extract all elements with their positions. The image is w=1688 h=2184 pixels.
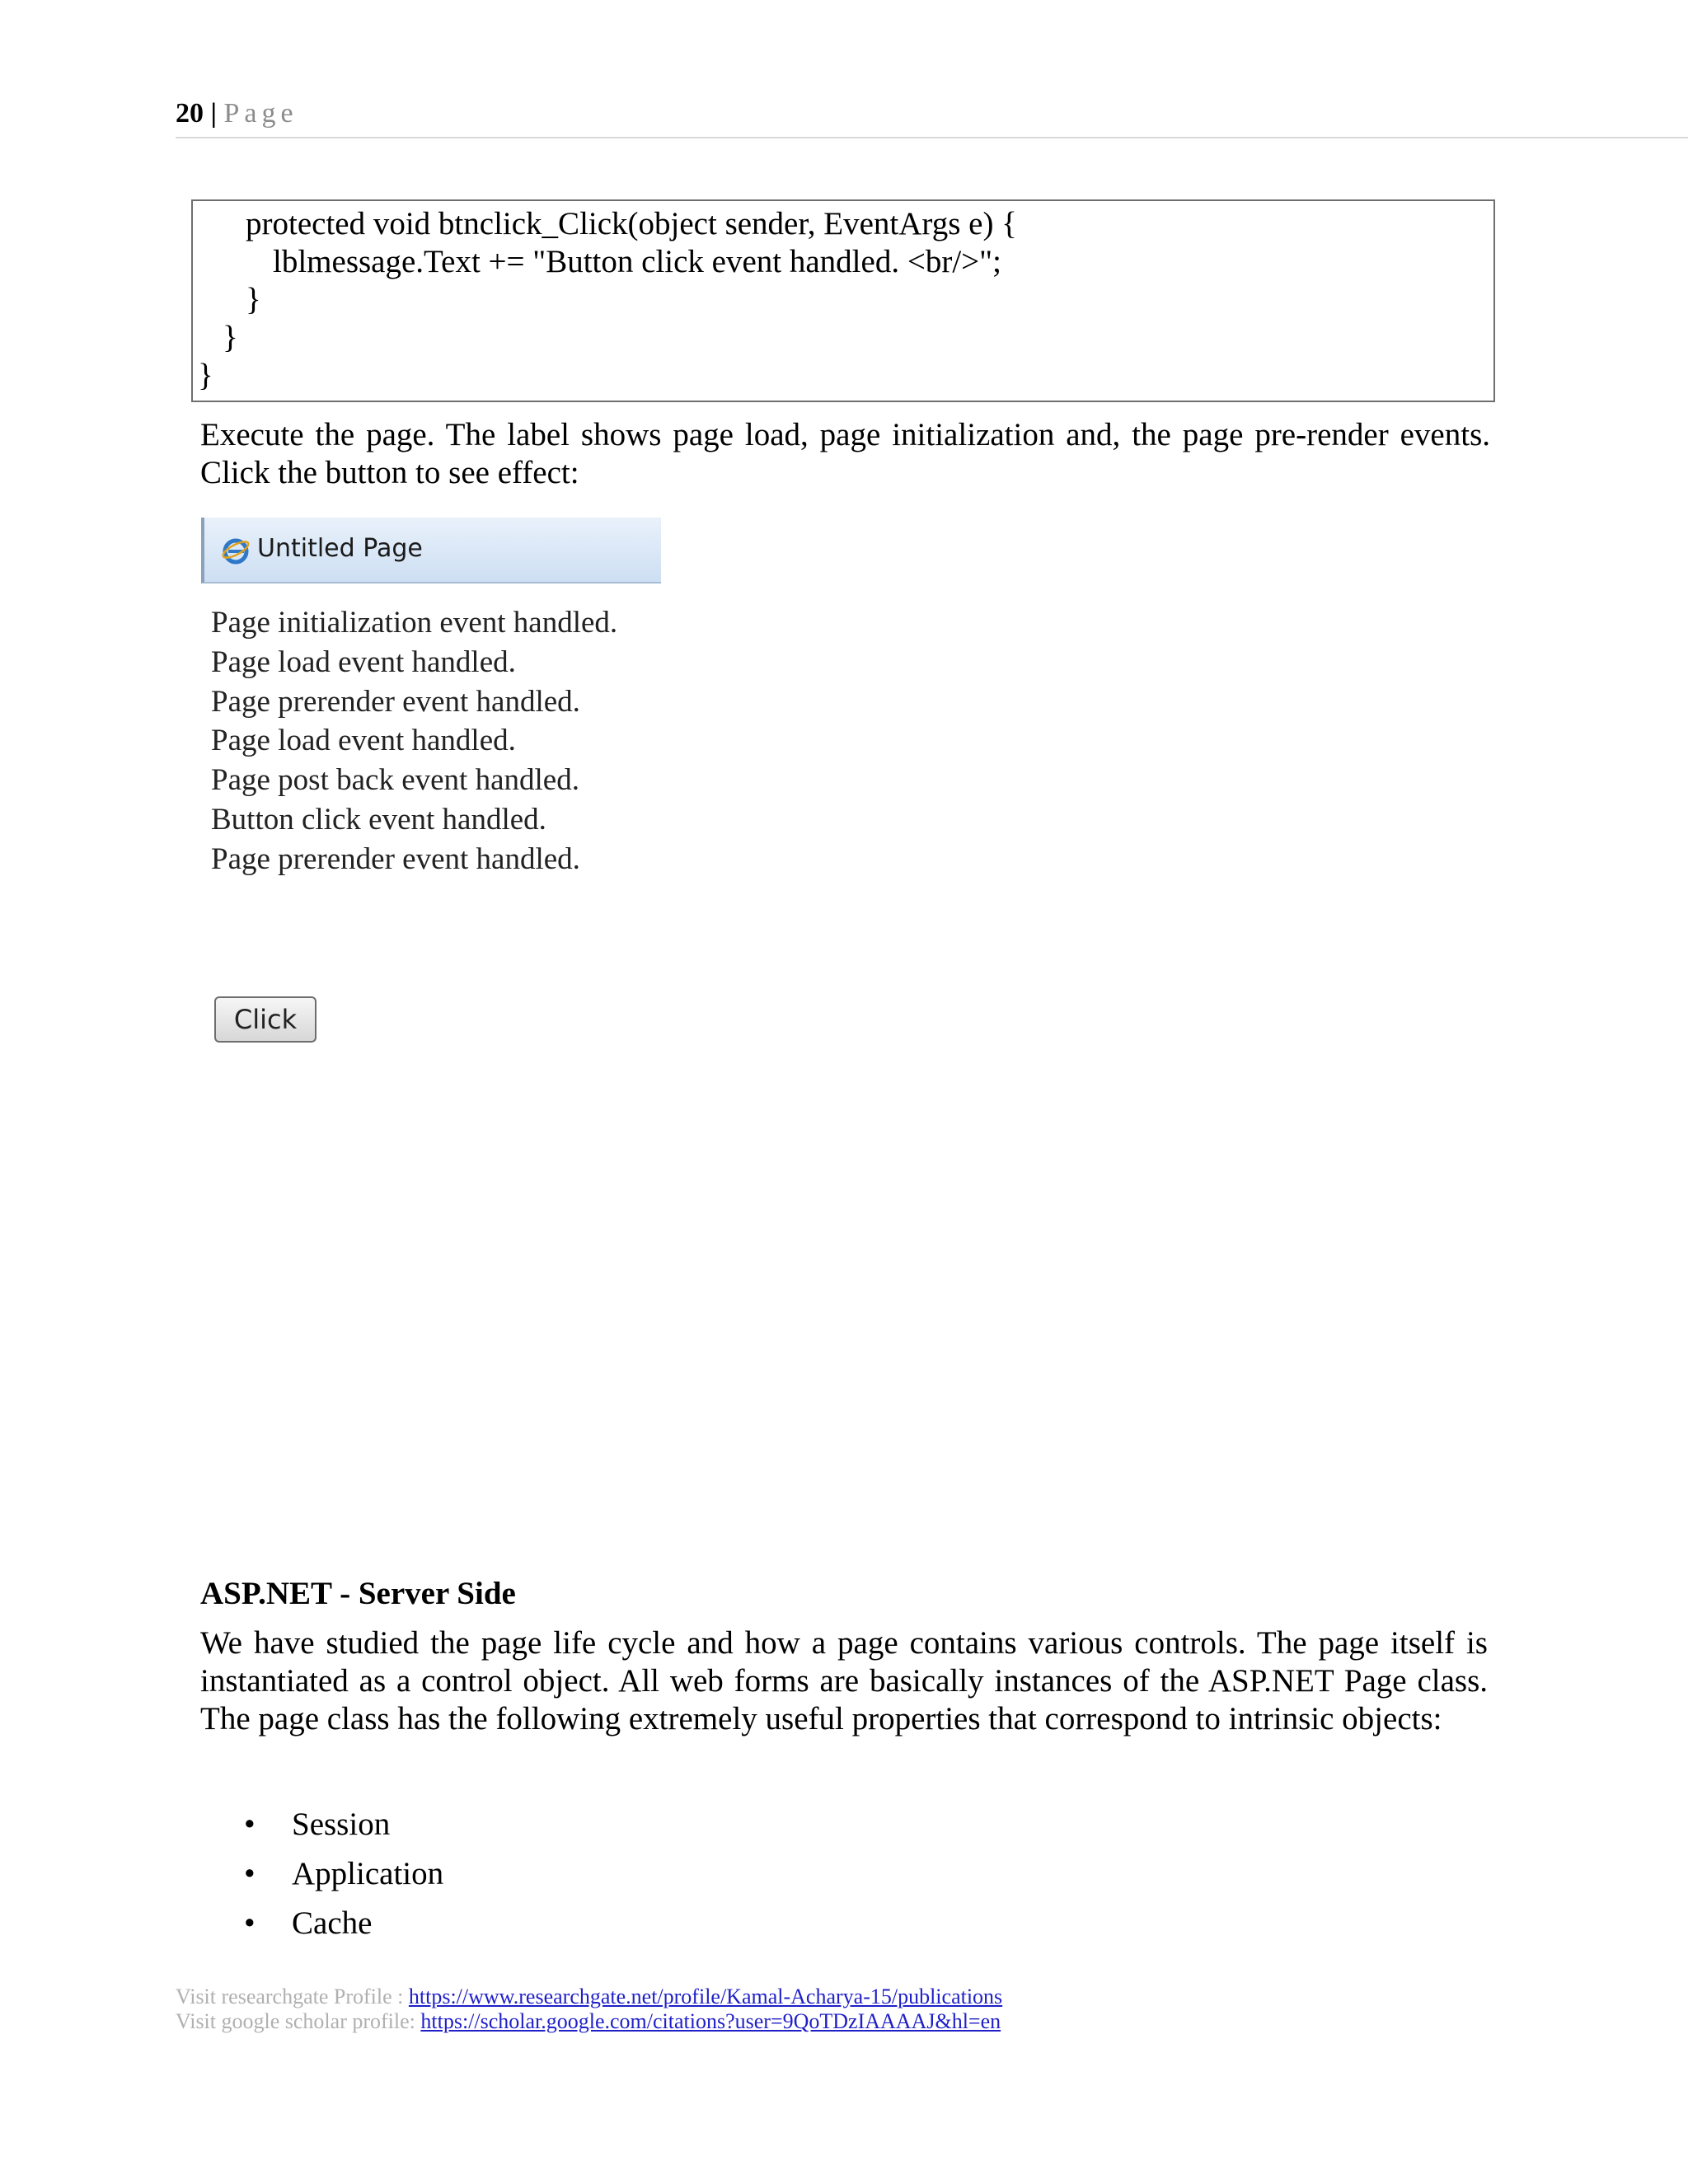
footer-label: Visit google scholar profile: <box>176 2009 421 2033</box>
browser-screenshot <box>201 515 663 1059</box>
code-line: protected void btnclick_Click(object sender, EventArgs e) { <box>246 206 1017 241</box>
list-item-label: Cache <box>292 1905 373 1941</box>
footer-label: Visit researchgate Profile : <box>176 1985 409 2008</box>
section-heading: ASP.NET - Server Side <box>200 1576 516 1611</box>
page-number: 20 <box>176 98 204 129</box>
list-item-label: Application <box>292 1856 444 1891</box>
list-item-label: Session <box>292 1807 391 1842</box>
footer-researchgate <box>176 1985 1002 2009</box>
page-word: Page <box>223 98 298 129</box>
code-line: } <box>246 282 261 317</box>
bullet: • <box>244 1856 256 1891</box>
footer-scholar <box>176 2009 1001 2034</box>
event-log-line: Page load event handled. <box>211 644 516 679</box>
event-log-line: Page prerender event handled. <box>211 841 580 876</box>
event-log-line: Page post back event handled. <box>211 763 579 798</box>
code-block <box>191 199 1495 402</box>
ie-icon <box>221 536 251 565</box>
section-paragraph: We have studied the page life cycle and how a page contains various controls. The page itself is instantiated as a control object. All web forms are basically instances of the ASP.NET Page class. The page class has the following extremely useful properties that correspond to intrinsic objects: <box>200 1625 1488 1736</box>
intro-paragraph: Execute the page. The label shows page load, page initialization and, the page pre-render events. Click the button to see effect: <box>200 417 1490 490</box>
bullet: • <box>244 1807 256 1842</box>
event-log-line: Button click event handled. <box>211 802 546 837</box>
event-log-line: Page prerender event handled. <box>211 684 580 719</box>
header-rule <box>176 137 1688 138</box>
event-log-line: Page initialization event handled. <box>211 606 618 640</box>
event-log <box>211 603 617 879</box>
header-separator: | <box>210 98 217 129</box>
scholar-link[interactable]: https://scholar.google.com/citations?user=9QoTDzIAAAAJ&hl=en <box>420 2009 1001 2033</box>
code-line: } <box>198 358 213 393</box>
browser-title-bar <box>201 518 661 583</box>
researchgate-link[interactable]: https://www.researchgate.net/profile/Kamal-Acharya-15/publications <box>408 1985 1003 2008</box>
click-button[interactable]: Click <box>214 996 316 1043</box>
page-header <box>176 97 298 130</box>
bullet: • <box>244 1905 256 1941</box>
event-log-line: Page load event handled. <box>211 724 516 758</box>
code-line: } <box>223 320 238 355</box>
code-line: lblmessage.Text += "Button click event handled. <br/>"; <box>273 244 1001 279</box>
browser-window-title: Untitled Page <box>257 534 423 563</box>
